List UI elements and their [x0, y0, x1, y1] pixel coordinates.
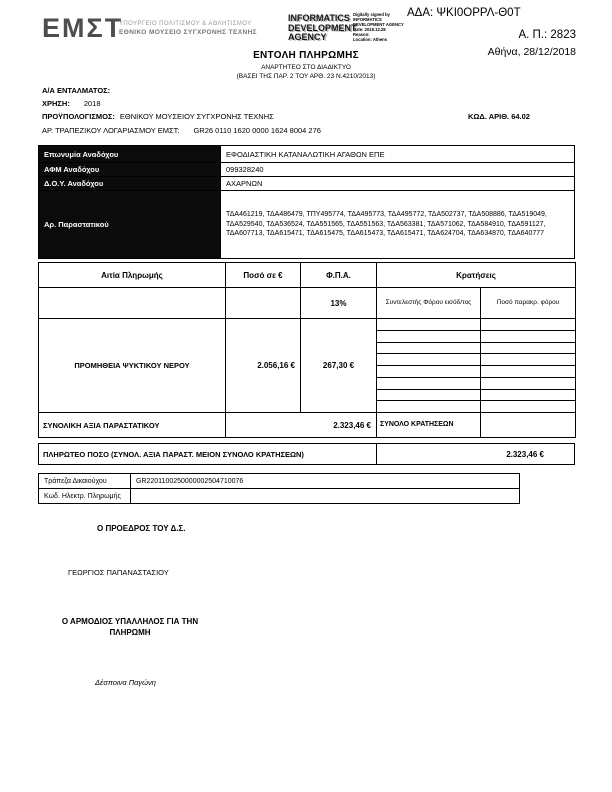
order-number-label: Α/Α ΕΝΤΑΛΜΑΤΟΣ: — [42, 86, 111, 95]
bank-account-value: GR26 0110 1620 0000 1624 8004 276 — [193, 126, 321, 135]
table-row — [39, 163, 575, 177]
deductions-total-label: ΣΥΝΟΛΟ ΚΡΑΤΗΣΕΩΝ — [377, 413, 481, 438]
total-row — [39, 413, 576, 438]
officer-signature-name: Δέσποινα Παγώνη — [95, 678, 156, 687]
epayment-code-label: Κωδ. Ηλεκτρ. Πληρωμής — [39, 489, 131, 504]
total-value: 2.323,46 € — [226, 413, 377, 438]
document-subtitle-1: ΑΝΑΡΤΗΤΕΟ ΣΤΟ ΔΙΑΔΙΚΤΥΟ — [261, 64, 351, 71]
deduction-cell-empty — [377, 354, 481, 366]
president-signature-title: Ο ΠΡΟΕΔΡΟΣ ΤΟΥ Δ.Σ. — [97, 524, 186, 533]
beneficiary-bank-value: GR2201100250000002504710076 — [131, 474, 520, 489]
contractor-name-label: Επωνυμία Αναδόχου — [39, 146, 221, 163]
table-row — [39, 177, 575, 191]
payment-vat-amount: 267,30 € — [301, 319, 377, 413]
field-budget — [42, 112, 274, 121]
epayment-code-value — [131, 489, 520, 504]
invoice-numbers-value: ΤΔΑ461219, ΤΔΑ486479, ΤΠΥ495774, ΤΔΑ495773, ΤΔΑ495772, ΤΔΑ502737, ΤΔΑ508886, ΤΔΑ519049, ΤΔΑ529540, ΤΔΑ536524, ΤΔΑ551565, ΤΔΑ551563, ΤΔΑ563381, ΤΔΑ571062, ΤΔΑ584910, ΤΔΑ591127, ΤΔΑ607713, ΤΔΑ615471, ΤΔΑ615475, ΤΔΑ615473, ΤΔΑ615471, ΤΔΑ624704, ΤΔΑ634870, ΤΔΑ640777 — [221, 191, 575, 259]
header-reason: Αιτία Πληρωμής — [39, 263, 226, 288]
deduction-cell-empty — [377, 366, 481, 378]
payable-value: 2.323,46 € — [506, 449, 544, 459]
beneficiary-bank-label: Τράπεζα Δικαιούχου — [39, 474, 131, 489]
contractor-taxoffice-label: Δ.Ο.Υ. Αναδόχου — [39, 177, 221, 191]
contractor-vat-value: 099328240 — [221, 163, 575, 177]
deduction-cell-empty — [481, 389, 576, 401]
digital-signature-details — [353, 12, 407, 42]
deduction-cell-empty — [481, 342, 576, 354]
ada-number: ΑΔΑ: ΨΚΙ0ΟΡΡΛ-Θ0Τ — [407, 7, 521, 19]
payable-label: ΠΛΗΡΩΤΕΟ ΠΟΣΟ (ΣΥΝΟΛ. ΑΞΙΑ ΠΑΡΑΣΤ. ΜΕΙΟΝ ΣΥΝΟΛΟ ΚΡΑΤΗΣΕΩΝ) — [39, 444, 377, 464]
deduction-cell-empty — [377, 319, 481, 331]
subheader-tax-rate: Συντελεστής Φόρου εισόδ/τος — [377, 288, 481, 319]
budget-value: ΕΘΝΙΚΟΥ ΜΟΥΣΕΙΟΥ ΣΥΓΧΡΟΝΗΣ ΤΕΧΝΗΣ — [119, 112, 274, 121]
table-row — [39, 191, 575, 259]
title-block — [0, 50, 612, 80]
president-signature-name: ΓΕΩΡΓΙΟΣ ΠΑΠΑΝΑΣΤΑΣΙΟΥ — [68, 568, 169, 577]
field-bank-account — [42, 126, 321, 135]
deduction-cell-empty — [377, 377, 481, 389]
stamp-detail-line: Date: 2018.12.28 — [353, 27, 386, 32]
digital-signature-stamp: INFORMATICS DEVELOPMENT AGENCY — [288, 13, 357, 42]
empty-cell — [226, 288, 301, 319]
ministry-block — [119, 21, 257, 36]
officer-signature-title: Ο ΑΡΜΟΔΙΟΣ ΥΠΑΛΛΗΛΟΣ ΓΙΑ ΤΗΝ ΠΛΗΡΩΜΗ — [61, 617, 199, 637]
payable-row — [38, 443, 575, 465]
field-year — [42, 99, 101, 108]
deduction-cell-empty — [377, 330, 481, 342]
stamp-detail-line: Digitally signed by — [353, 12, 390, 17]
deduction-cell-empty — [377, 389, 481, 401]
stamp-detail-line: INFORMATICS — [353, 17, 382, 22]
document-title: ΕΝΤΟΛΗ ΠΛΗΡΩΜΗΣ — [253, 50, 359, 61]
subheader-tax-amount: Ποσό παρακρ. φόρου — [481, 288, 576, 319]
field-order-number — [42, 86, 110, 95]
stamp-detail-line: DEVELOPMENT AGENCY — [353, 22, 404, 27]
deduction-cell-empty — [377, 342, 481, 354]
table-row — [39, 489, 520, 504]
total-label: ΣΥΝΟΛΙΚΗ ΑΞΙΑ ΠΑΡΑΣΤΑΤΙΚΟΥ — [39, 413, 226, 438]
city-date: Αθήνα, 28/12/2018 — [487, 46, 576, 58]
document-subtitle-2: (ΒΑΣΕΙ ΤΗΣ ΠΑΡ. 2 ΤΟΥ ΑΡΘ. 23 Ν.4210/2013) — [236, 72, 376, 80]
ministry-line-2: ΕΘΝΙΚΟ ΜΟΥΣΕΙΟ ΣΥΓΧΡΟΝΗΣ ΤΕΧΝΗΣ — [119, 29, 257, 36]
contractor-vat-label: ΑΦΜ Αναδόχου — [39, 163, 221, 177]
contractor-name-value: ΕΦΟΔΙΑΣΤΙΚΗ ΚΑΤΑΝΑΛΩΤΙΚΗ ΑΓΑΘΩΝ ΕΠΕ — [221, 146, 575, 163]
payment-subheader-row — [39, 288, 576, 319]
emst-logo: ΕΜΣΤ — [42, 13, 124, 43]
invoice-numbers-label: Αρ. Παραστατικού — [39, 191, 221, 259]
vat-rate: 13% — [301, 288, 377, 319]
contractor-table — [38, 145, 575, 259]
protocol-number: Α. Π.: 2823 — [518, 29, 576, 41]
stamp-detail-line: Reason: — [353, 32, 370, 37]
budget-code: ΚΩΔ. ΑΡΙΘ. 64.02 — [468, 112, 530, 121]
stamp-detail-line: Location: Athens — [353, 37, 388, 42]
bank-account-label: ΑΡ. ΤΡΑΠΕΖΙΚΟΥ ΛΟΓΑΡΙΑΣΜΟΥ ΕΜΣΤ: — [42, 126, 180, 135]
deduction-cell-empty — [481, 377, 576, 389]
contractor-taxoffice-value: ΑΧΑΡΝΩΝ — [221, 177, 575, 191]
payment-table — [38, 262, 576, 438]
payment-header-row — [39, 263, 576, 288]
year-label: ΧΡΗΣΗ: — [42, 99, 70, 108]
payment-amount: 2.056,16 € — [226, 319, 301, 413]
header-deductions: Κρατήσεις — [377, 263, 576, 288]
header-amount: Ποσό σε € — [226, 263, 301, 288]
empty-cell — [39, 288, 226, 319]
header-vat: Φ.Π.Α. — [301, 263, 377, 288]
year-value: 2018 — [83, 99, 101, 108]
payment-reason: ΠΡΟΜΗΘΕΙΑ ΨΥΚΤΙΚΟΥ ΝΕΡΟΥ — [39, 319, 226, 413]
deduction-cell-empty — [481, 401, 576, 413]
deduction-cell-empty — [481, 354, 576, 366]
deductions-total-value-empty — [481, 413, 576, 438]
budget-label: ΠΡΟΫΠΟΛΟΓΙΣΜΟΣ: — [42, 112, 115, 121]
deduction-cell-empty — [481, 319, 576, 331]
deduction-cell-empty — [481, 330, 576, 342]
ministry-line-1: ΥΠΟΥΡΓΕΙΟ ΠΟΛΙΤΙΣΜΟΥ & ΑΘΛΗΤΙΣΜΟΥ — [119, 21, 252, 27]
deduction-cell-empty — [481, 366, 576, 378]
deduction-row — [39, 319, 576, 331]
table-row — [39, 146, 575, 163]
table-row — [39, 474, 520, 489]
bank-table — [38, 473, 520, 504]
deduction-cell-empty — [377, 401, 481, 413]
